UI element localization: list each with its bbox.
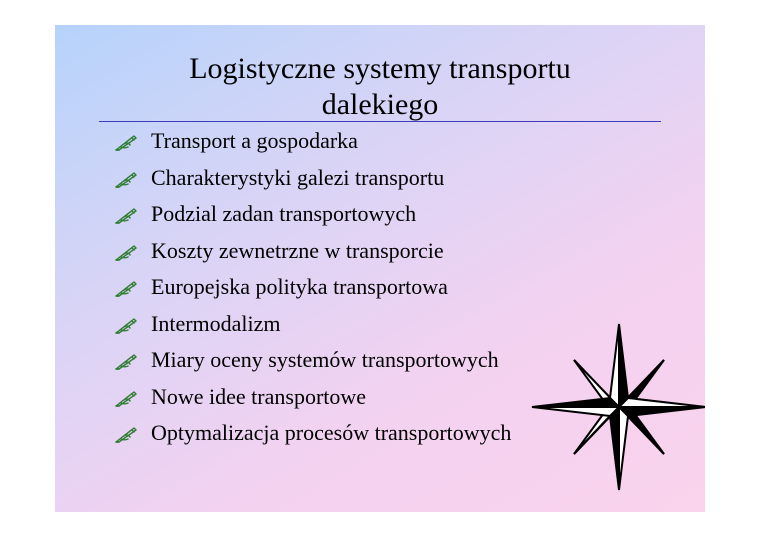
bullet-label: Charakterystyki galezi transportu [151, 164, 445, 190]
compass-rose-icon [530, 322, 705, 492]
bullet-label: Europejska polityka transportowa [151, 274, 448, 299]
writing-hand-pencil-icon [114, 315, 138, 335]
bullet-item-5 [55, 270, 615, 304]
writing-hand-pencil-icon [114, 351, 138, 371]
bullet-item-1 [55, 124, 615, 158]
writing-hand-pencil-icon [114, 132, 138, 152]
writing-hand-pencil-icon [114, 424, 138, 444]
bullet-label: Transport a gospodarka [151, 128, 358, 153]
bullet-item-4 [55, 234, 615, 268]
bullet-label: Nowe idee transportowe [151, 383, 367, 409]
writing-hand-pencil-icon [114, 242, 138, 262]
writing-hand-pencil-icon [114, 278, 138, 298]
slide-title [55, 51, 705, 123]
bullet-item-3 [55, 197, 615, 231]
title-underline [99, 121, 661, 122]
bullet-label: Koszty zewnetrzne w transporcie [151, 237, 444, 263]
bullet-label: Miary oceny systemów transportowych [151, 347, 499, 372]
slide [55, 25, 705, 512]
bullet-label: Podzial zadan transportowych [151, 201, 417, 226]
writing-hand-pencil-icon [114, 205, 138, 225]
bullet-label: Intermodalizm [151, 310, 281, 336]
slide-title-line-1: Logistyczne systemy transportu [189, 52, 571, 85]
slide-title-line-2: dalekiego [321, 88, 439, 121]
bullet-label: Optymalizacja procesów transportowych [151, 420, 512, 445]
writing-hand-pencil-icon [114, 388, 138, 408]
bullet-item-2 [55, 161, 615, 195]
writing-hand-pencil-icon [114, 169, 138, 189]
